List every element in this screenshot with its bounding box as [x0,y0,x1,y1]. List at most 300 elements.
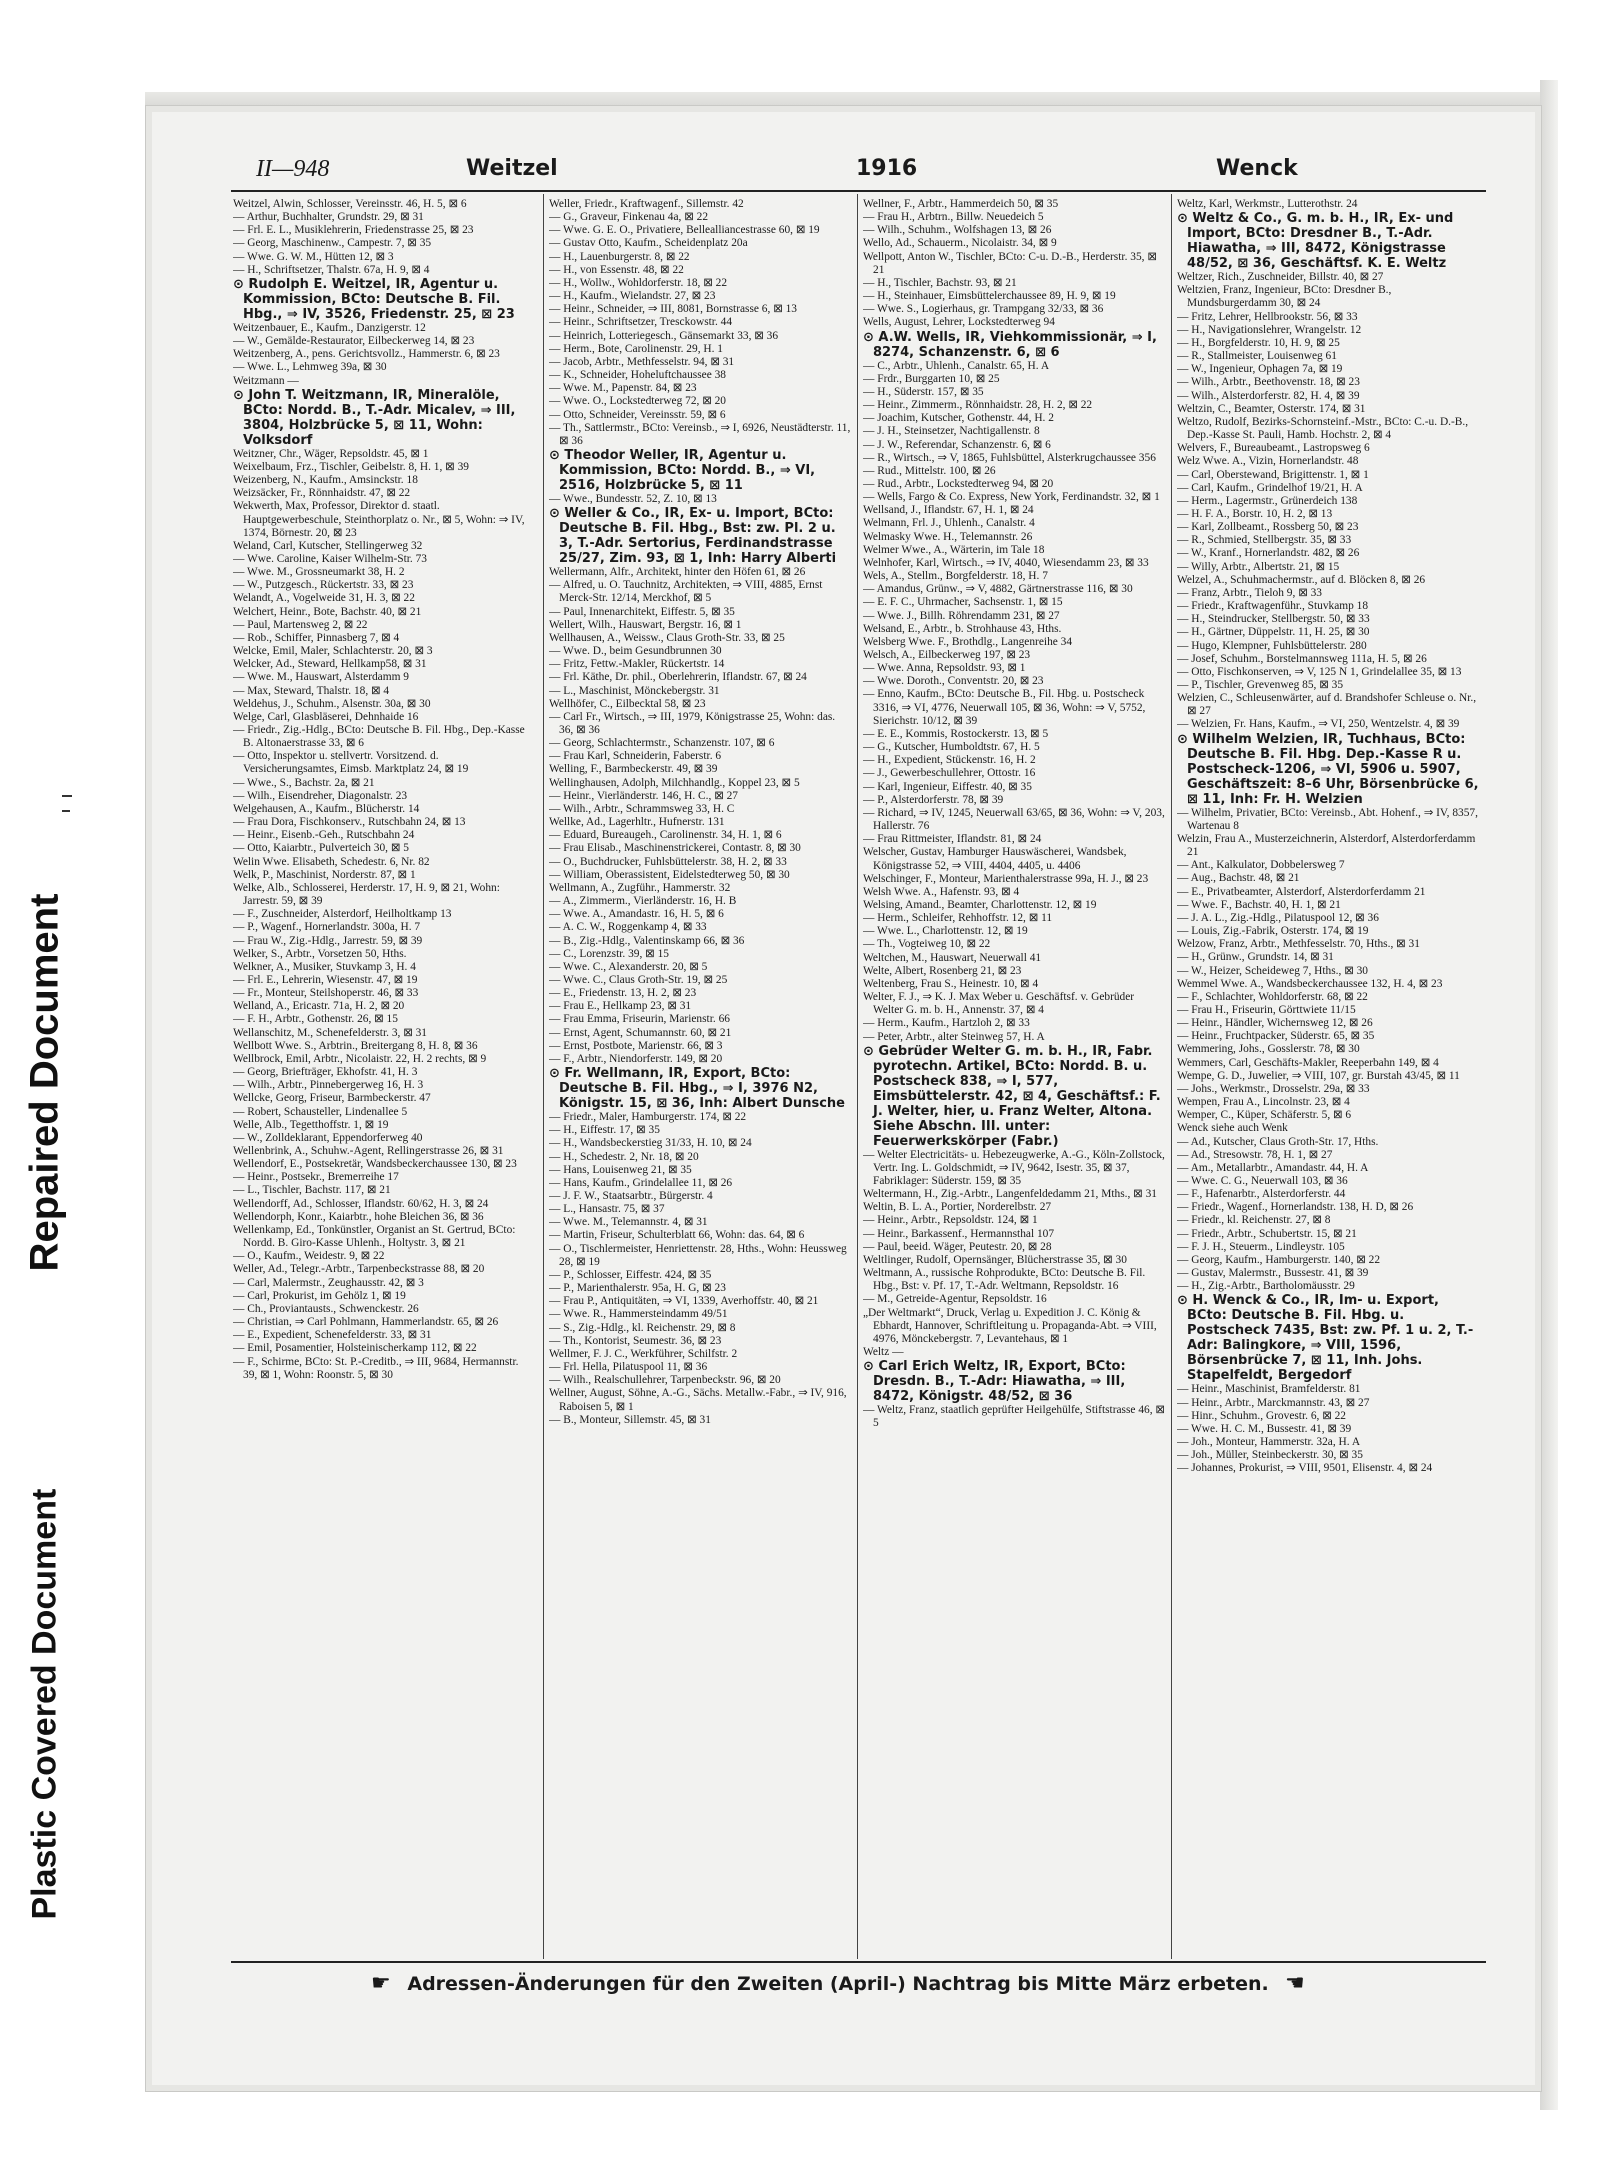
directory-entry: — H., Eiffestr. 17, ⊠ 35 [549,1124,660,1137]
directory-entry: ⊙ Rudolph E. Weitzel, IR, Agentur u. Kommission, BCto: Deutsche B. Fil. Hbg., ⇒ IV, 3526, Friedenstr. 25, ⊠ 23 [233,276,515,322]
directory-entry: — W., Putzgesch., Rückertstr. 33, ⊠ 23 [233,579,414,592]
directory-entry: Weltmann, A., russische Rohprodukte, BCto: Deutsche B. Fil. Hbg., Bst: v. Pf. 17, T.-Adr. Weltmann, Repsoldstr. 16 [863,1267,1146,1293]
directory-entry: Welte, Albert, Rosenberg 21, ⊠ 23 [863,964,1022,977]
directory-entry: — Weltz, Franz, staatlich geprüfter Heilgehülfe, Stiftstrasse 46, ⊠ 5 [863,1404,1165,1430]
directory-entry: — Wilh., Eisendreher, Diagonalstr. 23 [233,789,408,802]
directory-entry: Weltlinger, Rudolf, Opernsänger, Blücherstrasse 35, ⊠ 30 [863,1253,1127,1266]
directory-entry: — A. C. W., Roggenkamp 4, ⊠ 33 [549,921,707,934]
directory-entry: Welin Wwe. Elisabeth, Schedestr. 6, Nr. 82 [233,855,430,868]
directory-entry: Weland, Carl, Kutscher, Stellingerweg 32 [233,539,423,552]
directory-entry: Wellmer, F. J. C., Werkführer, Schilfstr. 2 [549,1347,738,1360]
directory-entry: — H., Borgfelderstr. 10, H. 9, ⊠ 25 [1177,336,1340,349]
directory-entry: Weltenberg, Frau S., Heinestr. 10, ⊠ 4 [863,977,1039,990]
directory-entry: — L., Maschinist, Mönckebergstr. 31 [549,684,720,697]
directory-entry: — Wwe. O., Lockstedterweg 72, ⊠ 20 [549,395,726,408]
directory-entry: — Frl. E. L., Musiklehrerin, Friedenstrasse 25, ⊠ 23 [233,224,474,237]
directory-entry: Welchert, Heinr., Bote, Bachstr. 40, ⊠ 21 [233,605,422,618]
pointing-hand-icon: ☛ [371,1971,391,1996]
directory-entry: Welling, F., Barmbeckerstr. 49, ⊠ 39 [549,763,718,776]
directory-entry: — Wwe. M., Papenstr. 84, ⊠ 23 [549,382,697,395]
directory-entry: Wellmann, A., Zugführ., Hammerstr. 32 [549,881,731,894]
directory-entry: Wellbrock, Emil, Arbtr., Nicolaistr. 22, H. 2 rechts, ⊠ 9 [233,1052,487,1065]
directory-entry: Welzin, Frau A., Musterzeichnerin, Alsterdorf, Alsterdorferdamm 21 [1177,832,1476,859]
directory-entry: — Wwe. C. G., Neuerwall 103, ⊠ 36 [1177,1175,1348,1187]
directory-entry: — B., Zig.-Hdlg., Valentinskamp 66, ⊠ 36 [549,934,745,947]
directory-entry: — Frdr., Burggarten 10, ⊠ 25 [863,372,1000,385]
directory-entry: Weitzmann — [233,374,299,387]
directory-entry: — Wwe. H. C. M., Bussestr. 41, ⊠ 39 [1177,1422,1352,1435]
directory-entry: ⊙ Wilhelm Welzien, IR, Tuchhaus, BCto: Deutsche B. Fil. Hbg. Dep.-Kasse R u. Postscheck-1206, ⇒ VI, 5906 u. 5907, Geschäftszeit: 8–6 Uhr, Börsenbrücke 6, ⊠ 11, Inh: Fr. H. Welzien [1177,731,1479,807]
directory-entry: ⊙ Weltz & Co., G. m. b. H., IR, Ex- und Import, BCto: Dresdner B., T.-Adr. Hiawatha, ⇒ III, 8472, Königstrasse 48/52, ⊠ 36, Geschäftsf. K. E. Weltz [1177,211,1454,272]
directory-entry: — Wwe., Bundesstr. 52, Z. 10, ⊠ 13 [549,492,717,505]
directory-entry: Weltzo, Rudolf, Bezirks-Schornsteinf.-Mstr., BCto: C.-u. D.-B., Dep.-Kasse St. Pauli, Hamb. Hochstr. 2, ⊠ 4 [1177,415,1469,442]
directory-entry: Wellpott, Anton W., Tischler, BCto: C-u. D.-B., Herderstr. 35, ⊠ 21 [863,250,1157,276]
directory-entry: Welker, S., Arbtr., Vorsetzen 50, Hths. [233,947,407,960]
directory-entry: — H., Steinhauer, Eimsbüttelerchaussee 89, H. 9, ⊠ 19 [863,290,1116,303]
directory-entry: — H., Wandsbeckerstieg 31/33, H. 10, ⊠ 24 [549,1137,752,1150]
directory-entry: Weitzner, Chr., Wäger, Repsoldstr. 45, ⊠ 1 [233,447,429,460]
directory-entry: — Paul, beeid. Wäger, Peutestr. 20, ⊠ 28 [863,1240,1052,1253]
directory-entry: — Friedr., kl. Reichenstr. 27, ⊠ 8 [1177,1214,1331,1227]
directory-entry: — Rud., Mittelstr. 100, ⊠ 26 [863,464,996,477]
directory-entry: Welcker, Ad., Steward, Hellkamp58, ⊠ 31 [233,658,427,671]
directory-entry: — Fritz, Fettw.-Makler, Rückertstr. 14 [549,658,725,671]
header-first-entry: Weitzel [466,156,558,181]
column-divider [1171,194,1172,1959]
directory-entry: — Wwe. Doroth., Conventstr. 20, ⊠ 23 [863,675,1044,688]
directory-entry: — H., Kaufm., Wielandstr. 27, ⊠ 23 [549,290,716,303]
directory-entry: — P., Wagenf., Hornerlandstr. 300a, H. 7 [233,921,421,934]
footer-notice: Adressen-Änderungen für den Zweiten (April-) Nachtrag bis Mitte März erbeten. [407,1973,1269,1995]
directory-entry: Wellermann, Alfr., Architekt, hinter den Höfen 61, ⊠ 26 [549,566,806,579]
directory-entry: Weltermann, H., Zig.-Arbtr., Langenfeldedamm 21, Mths., ⊠ 31 [863,1188,1157,1201]
directory-entry: Wellenkamp, Ed., Tonkünstler, Organist an St. Gertrud, BCto: Nordd. B. Giro-Kasse Uhlenh., Holtystr. 3, ⊠ 21 [233,1223,516,1250]
directory-entry: Welvers, F., Bureaubeamt., Lastropsweg 6 [1177,442,1370,455]
directory-entry: — Peter, Arbtr., alter Steinweg 57, H. A [863,1030,1045,1043]
directory-entry: — H., Zig.-Arbtr., Bartholomäusstr. 29 [1177,1280,1355,1293]
directory-entry: — P., Schlosser, Eiffestr. 424, ⊠ 35 [549,1268,712,1281]
directory-entry: — Friedr., Wagenf., Hornerlandstr. 138, H. D, ⊠ 26 [1177,1201,1414,1214]
directory-entry: — C., Lorenzstr. 39, ⊠ 15 [549,947,669,960]
directory-entry: Welnhofer, Karl, Wirtsch., ⇒ IV, 4040, Wiesendamm 23, ⊠ 33 [863,556,1149,569]
directory-entry: „Der Weltmarkt“, Druck, Verlag u. Expedition J. C. König & Ebhardt, Hannover, Schriftleitung u. Propaganda-Abt. ⇒ VIII, 4976, Mönckebergstr. 7, Levantehaus, ⊠ 1 [863,1306,1157,1345]
directory-entry: — J. F. W., Staatsarbtr., Bürgerstr. 4 [549,1190,713,1202]
pointing-hand-icon: ☛ [1285,1971,1306,1996]
directory-entry: — Carl, Oberstewand, Brigittenstr. 1, ⊠ 1 [1177,468,1369,481]
directory-entry: ⊙ H. Wenck & Co., IR, Im- u. Export, BCto: Deutsche B. Fil. Hbg. u. Postscheck 7435, Bst: zw. Pf. 1 u. 2, T.-Adr: Balingkore, ⇒ VIII, 1596, Börsenbrücke 7, ⊠ 11, Inh. Johs. Stapelfeldt, Bergedorf [1177,1293,1474,1384]
directory-entry: — R., Wirtsch., ⇒ V, 1865, Fuhlsbüttel, Alsterkrugchaussee 356 [863,451,1156,464]
directory-entry: — Friedr., Arbtr., Schubertstr. 15, ⊠ 21 [1177,1227,1357,1240]
directory-entry: — Heinr., Arbtr., Marckmannstr. 43, ⊠ 27 [1177,1396,1370,1409]
directory-entry: Weltin, B. L. A., Portier, Norderelbstr. 27 [863,1201,1052,1214]
directory-entry: — J., Gewerbeschullehrer, Ottostr. 16 [863,767,1036,780]
directory-entry: — F. H., Arbtr., Gothenstr. 26, ⊠ 15 [233,1013,398,1026]
directory-entry: — O., Kaufm., Weidestr. 9, ⊠ 22 [233,1250,385,1263]
directory-entry: — Wwe. M., Telemannstr. 4, ⊠ 31 [549,1216,708,1229]
directory-entry: — H., Schriftsetzer, Thalstr. 67a, H. 9, ⊠ 4 [233,263,430,276]
directory-entry: — Heinr., Fruchtpacker, Süderstr. 65, ⊠ 35 [1177,1030,1375,1043]
directory-entry: — Hans, Louisenweg 21, ⊠ 35 [549,1163,692,1176]
directory-entry: — Georg, Schlachtermstr., Schanzenstr. 107, ⊠ 6 [549,737,775,750]
header-year: 1916 [856,156,918,181]
directory-entry: — H., Gärtner, Düppelstr. 11, H. 25, ⊠ 30 [1177,626,1370,639]
directory-entry: — Wwe. A., Amandastr. 16, H. 5, ⊠ 6 [549,908,724,921]
directory-entry: — W., Zolldeklarant, Eppendorferweg 40 [233,1131,423,1144]
directory-entry: — M., Getreide-Agentur, Repsoldstr. 16 [863,1293,1047,1306]
directory-entry: — Hans, Kaufm., Grindelallee 11, ⊠ 26 [549,1176,733,1189]
directory-entry: — Am., Metallarbtr., Amandastr. 44, H. A [1177,1161,1369,1174]
directory-entry: Wemmel Wwe. A., Wandsbeckerchaussee 132, H. 4, ⊠ 23 [1177,977,1443,990]
directory-entry: Weltzin, C., Beamter, Osterstr. 174, ⊠ 31 [1177,402,1366,415]
directory-entry: — H., Wollw., Wohldorferstr. 18, ⊠ 22 [549,276,728,289]
directory-entry: — Frau W., Zig.-Hdlg., Jarrestr. 59, ⊠ 39 [233,934,423,947]
directory-entry: Wellner, F., Arbtr., Hammerdeich 50, ⊠ 35 [863,198,1059,210]
directory-entry: — Herm., Bote, Carolinenstr. 29, H. 1 [549,342,724,355]
directory-entry: — Frau Dora, Fischkonserv., Rutschbahn 24, ⊠ 13 [233,816,466,829]
directory-entry: — Alfred, u. O. Tauchnitz, Architekten, ⇒ VIII, 4885, Ernst Merck-Str. 12/14, Merckhof, ⊠ 5 [549,579,823,605]
directory-entry: — Aug., Bachstr. 48, ⊠ 21 [1177,872,1300,885]
directory-entry: — Wilh., Arbtr., Beethovenstr. 18, ⊠ 23 [1177,376,1360,389]
directory-entry: — W., Heizer, Scheideweg 7, Hths., ⊠ 30 [1177,964,1368,977]
directory-entry: Welland, A., Ericastr. 71a, H. 2, ⊠ 20 [233,1000,405,1013]
directory-entry: Wellert, Wilh., Hauswart, Bergstr. 16, ⊠ 1 [549,618,742,631]
directory-entry: Welsberg Wwe. F., Brothdlg., Langenreihe 34 [863,635,1073,648]
directory-entry: — F., Schlachter, Wohldorferstr. 68, ⊠ 22 [1177,990,1368,1003]
directory-entry: — Eduard, Bureaugeh., Carolinenstr. 34, H. 1, ⊠ 6 [549,829,782,842]
directory-entry: — Max, Steward, Thalstr. 18, ⊠ 4 [233,684,390,697]
directory-entry: — Ad., Kutscher, Claus Groth-Str. 17, Hths. [1177,1135,1379,1148]
directory-entry: — K., Schneider, Hoheluftchaussee 38 [549,369,726,382]
directory-entry: Welz Wwe. A., Vizin, Hornerlandstr. 48 [1177,455,1359,468]
directory-column-4 [1177,198,1479,1958]
directory-entry: — Enno, Kaufm., BCto: Deutsche B., Fil. Hbg. u. Postscheck 3316, ⇒ VI, 4776, Neuerwall 105, ⊠ 36, Wohn: ⇒ V, 5752, Sierichstr. 10/12, ⊠ 39 [863,688,1146,727]
directory-entry: Wemmers, Carl, Geschäfts-Makler, Reeperbahn 149, ⊠ 4 [1177,1056,1439,1069]
directory-entry: — Karl, Ingenieur, Eiffestr. 40, ⊠ 35 [863,780,1032,793]
directory-entry: — B., Monteur, Sillemstr. 45, ⊠ 31 [549,1413,711,1426]
directory-entry: — Wwe. G. W. M., Hütten 12, ⊠ 3 [233,250,394,263]
directory-entry: ⊙ A.W. Wells, IR, Viehkommissionär, ⇒ I, 8274, Schanzenstr. 6, ⊠ 6 [863,329,1157,360]
directory-entry: Wellendorff, Ad., Schlosser, Iflandstr. 60/62, H. 3, ⊠ 24 [233,1197,489,1210]
directory-entry: — Johs., Werkmstr., Drosselstr. 29a, ⊠ 33 [1177,1082,1370,1095]
directory-entry: — R., Schmied, Stellbergstr. 35, ⊠ 33 [1177,534,1352,547]
directory-entry: — Wwe. J., Billh. Röhrendamm 231, ⊠ 27 [863,609,1060,622]
directory-entry: — E., Expedient, Schenefelderstr. 33, ⊠ 31 [233,1329,432,1342]
directory-entry: — Amandus, Grünw., ⇒ V, 4882, Gärtnerstrasse 116, ⊠ 30 [863,583,1133,596]
directory-entry: Wenck siehe auch Wenk [1177,1122,1288,1135]
directory-entry: Weller, Ad., Telegr.-Arbtr., Tarpenbeckstrasse 88, ⊠ 20 [233,1263,485,1276]
directory-entry: — Heinr., Postsekr., Bremerreihe 17 [233,1171,399,1184]
directory-entry: — Willy, Arbtr., Albertstr. 21, ⊠ 15 [1177,560,1340,573]
directory-entry: Welkner, A., Musiker, Stuvkamp 3, H. 4 [233,960,416,973]
directory-entry: — Wwe. C., Claus Groth-Str. 19, ⊠ 25 [549,973,728,986]
directory-entry: — Welter Electricitäts- u. Hebezeugwerke, A.-G., Köln-Zollstock, Vertr. Ing. L. Goldschmidt, ⇒ IV, 9642, Isestr. 35, ⊠ 37, Fabriklager: Süderstr. 159, ⊠ 35 [863,1148,1165,1187]
column-divider [543,194,544,1959]
directory-entry: — P., Alsterdorferstr. 78, ⊠ 39 [863,793,1004,806]
directory-entry: Weller, Friedr., Kraftwagenf., Sillemstr. 42 [549,198,744,210]
directory-entry: — Heinr., Schneider, ⇒ III, 8081, Bornstrasse 6, ⊠ 13 [549,303,797,316]
directory-entry: — Welzien, Fr. Hans, Kaufm., ⇒ VI, 250, Wentzelstr. 4, ⊠ 39 [1177,718,1460,731]
directory-entry: Wels, A., Stellm., Borgfelderstr. 18, H. 7 [863,570,1048,583]
directory-column-3 [863,198,1165,1958]
directory-entry: Wemmering, Johs., Gosslerstr. 78, ⊠ 30 [1177,1043,1360,1056]
directory-entry: — J. A. L., Zig.-Hdlg., Pilatuspool 12, ⊠ 36 [1177,911,1379,924]
directory-entry: — Th., Sattlermstr., BCto: Vereinsb., ⇒ I, 6926, Neustädterstr. 11, ⊠ 36 [549,421,851,447]
directory-entry: — Emil, Posamentier, Holsteinischerkamp 112, ⊠ 22 [233,1342,477,1355]
directory-entry: Welscher, Gustav, Hamburger Hauswäscherei, Wandsbek, Königstrasse 52, ⇒ VIII, 4404, 4405, u. 4406 [863,846,1127,872]
repaired-document-label: Repaired Document [22,893,67,1272]
directory-entry: Welsh Wwe. A., Hafenstr. 93, ⊠ 4 [863,885,1020,898]
directory-entry: — Wwe. Anna, Repsoldstr. 93, ⊠ 1 [863,662,1026,675]
directory-entry: — Frau H., Arbtrn., Billw. Neuedeich 5 [863,211,1044,224]
directory-entry: Welcke, Emil, Maler, Schlachterstr. 20, ⊠ 3 [233,645,433,658]
directory-entry: — W., Ingenieur, Ophagen 7a, ⊠ 19 [1177,363,1343,376]
directory-entry: Wekwerth, Max, Professor, Direktor d. staatl. Hauptgewerbeschule, Steinthorplatz o. Nr., ⊠ 5, Wohn: ⇒ IV, 1374, Börnestr. 20, ⊠ 23 [233,500,525,539]
directory-entry: Weltz — [863,1346,904,1359]
directory-entry: — Wilh., Arbtr., Schrammsweg 33, H. C [549,802,735,815]
plastic-covered-document-label: Plastic Covered Document [25,1488,64,1920]
directory-entry: Wellner, August, Söhne, A.-G., Sächs. Metallw.-Fabr., ⇒ IV, 916, Raboisen 5, ⊠ 1 [549,1387,847,1413]
directory-entry: — Herm., Lagermstr., Grünerdeich 138 [1177,494,1358,507]
directory-entry: — Joh., Müller, Steinbeckerstr. 30, ⊠ 35 [1177,1449,1363,1462]
directory-entry: Welk, P., Maschinist, Norderstr. 87, ⊠ 1 [233,868,416,881]
scanned-page [145,105,1542,2092]
directory-entry: Wellsand, J., Iflandstr. 67, H. 1, ⊠ 24 [863,504,1034,517]
directory-entry: — L., Hansastr. 75, ⊠ 37 [549,1203,665,1216]
directory-entry: Wellendorph, Konr., Kaiarbtr., hohe Bleichen 36, ⊠ 36 [233,1210,484,1223]
directory-entry: — Heinr., Vierländerstr. 146, H. C., ⊠ 27 [549,789,738,802]
directory-entry: — Th., Vogteiweg 10, ⊠ 22 [863,938,991,951]
directory-entry: Weixelbaum, Frz., Tischler, Geibelstr. 8, H. 1, ⊠ 39 [233,460,469,473]
directory-entry: Welle, Alb., Tegetthoffstr. 1, ⊠ 19 [233,1118,389,1131]
directory-entry: — F., Schirme, BCto: St. P.-Creditb., ⇒ III, 9684, Hermannstr. 39, ⊠ 1, Wohn: Roonstr. 5, ⊠ 30 [233,1355,519,1381]
directory-entry: Welke, Alb., Schlosserei, Herderstr. 17, H. 9, ⊠ 21, Wohn: Jarrestr. 59, ⊠ 39 [233,881,500,908]
directory-entry: — W., Kranf., Hornerlandstr. 482, ⊠ 26 [1177,547,1360,560]
directory-entry: — Frau Rittmeister, Iflandstr. 81, ⊠ 24 [863,833,1042,846]
directory-entry: — Frau Karl, Schneiderin, Faberstr. 6 [549,750,722,763]
directory-entry: — Wilh., Schuhm., Wolfshagen 13, ⊠ 26 [863,224,1052,237]
directory-entry: — F., Hafenarbtr., Alsterdorferstr. 44 [1177,1188,1346,1201]
directory-entry: — Wilh., Realschullehrer, Tarpenbeckstr. 96, ⊠ 20 [549,1374,781,1387]
directory-entry: — Wwe. G. E. O., Privatiere, Bellealliancestrasse 60, ⊠ 19 [549,224,820,237]
directory-entry: — Frl. Hella, Pilatuspool 11, ⊠ 36 [549,1361,708,1374]
directory-entry: — Th., Kontorist, Seumestr. 36, ⊠ 23 [549,1334,722,1347]
directory-entry: Wellhausen, A., Weissw., Claus Groth-Str. 33, ⊠ 25 [549,631,785,644]
directory-entry: — Otto, Fischkonserven, ⇒ V, 125 N 1, Grindelallee 35, ⊠ 13 [1177,665,1462,678]
directory-entry: — Georg, Briefträger, Ekhofstr. 41, H. 3 [233,1066,418,1079]
directory-entry: Welzien, C., Schleusenwärter, auf d. Brandshofer Schleuse o. Nr., ⊠ 27 [1177,692,1477,718]
directory-entry: — William, Oberassistent, Eidelstedterweg 50, ⊠ 30 [549,868,790,881]
directory-entry: — Otto, Schneider, Vereinsstr. 59, ⊠ 6 [549,408,726,421]
directory-entry: — Georg, Kaufm., Hamburgerstr. 140, ⊠ 22 [1177,1253,1381,1266]
directory-entry: — Herm., Schleifer, Rehhoffstr. 12, ⊠ 11 [863,912,1053,925]
directory-entry: — Frau P., Antiquitäten, ⇒ VI, 1339, Averhoffstr. 40, ⊠ 21 [549,1295,819,1308]
directory-entry: Wellanschitz, M., Schenefelderstr. 3, ⊠ 31 [233,1026,427,1039]
directory-entry: — J. H., Steinsetzer, Nachtigallenstr. 8 [863,425,1040,438]
header-last-entry: Wenck [1216,156,1298,181]
directory-page [231,156,1501,2036]
directory-entry: — R., Stallmeister, Louisenweg 61 [1177,350,1337,363]
directory-entry: — Wwe. R., Hammersteindamm 49/51 [549,1308,728,1321]
directory-entry: Wello, Ad., Schauerm., Nicolaistr. 34, ⊠ 9 [863,237,1057,250]
directory-entry: — Wells, Fargo & Co. Express, New York, Ferdinandstr. 32, ⊠ 1 [863,491,1160,504]
directory-entry: — Karl, Zollbeamt., Rossberg 50, ⊠ 23 [1177,521,1359,534]
directory-entry: — E., Privatbeamter, Alsterdorf, Alsterdorferdamm 21 [1177,885,1426,898]
directory-entry: — Wwe. F., Bachstr. 40, H. 1, ⊠ 21 [1177,898,1341,911]
directory-entry: Weizenberg, N., Kaufm., Amsinckstr. 18 [233,474,418,487]
directory-entry: — Heinr., Zimmerm., Rönnhaidstr. 28, H. 2, ⊠ 22 [863,399,1093,412]
directory-entry: — H. F. A., Borstr. 10, H. 2, ⊠ 13 [1177,507,1333,520]
directory-entry: — Christian, ⇒ Carl Pohlmann, Hammerlandstr. 65, ⊠ 26 [233,1316,499,1329]
directory-entry: — H., Lauenburgerstr. 8, ⊠ 22 [549,250,690,263]
directory-entry: ⊙ Carl Erich Weltz, IR, Export, BCto: Dresdn. B., T.-Adr: Hiawatha, ⇒ III, 8472, Königstr. 48/52, ⊠ 36 [863,1359,1126,1405]
directory-entry: Wellcke, Georg, Friseur, Barmbeckerstr. 47 [233,1092,431,1105]
directory-entry: — Gustav, Malermstr., Bussestr. 41, ⊠ 39 [1177,1267,1369,1280]
directory-entry: ⊙ John T. Weitzmann, IR, Mineralöle, BCto: Nordd. B., T.-Adr. Micalev, ⇒ III, 3804, Holzbrücke 5, ⊠ 11, Wohn: Volksdorf [233,387,516,448]
directory-entry: — Paul, Martensweg 2, ⊠ 22 [233,618,368,631]
directory-entry: — Heinr., Barkassenf., Hermannsthal 107 [863,1227,1055,1240]
directory-entry: Wellenbrink, A., Schuhw.-Agent, Rellingerstrasse 26, ⊠ 31 [233,1145,504,1157]
directory-entry: Welandt, A., Vogelweide 31, H. 3, ⊠ 22 [233,592,415,605]
directory-entry: — H., Süderstr. 157, ⊠ 35 [863,385,984,398]
directory-entry: — P., Marienthalerstr. 95a, H. G, ⊠ 23 [549,1282,726,1295]
directory-entry: Wellinghausen, Adolph, Milchhandlg., Koppel 23, ⊠ 5 [549,776,800,789]
directory-entry: — Wwe. L., Charlottenstr. 12, ⊠ 19 [863,925,1028,938]
directory-entry: Weizsäcker, Fr., Rönnhaidstr. 47, ⊠ 22 [233,487,411,500]
directory-entry: — Fr., Monteur, Steilshoperstr. 46, ⊠ 33 [233,987,419,1000]
page-footer [361,1971,1361,1996]
directory-entry: — Joh., Monteur, Hammerstr. 32a, H. A [1177,1436,1361,1449]
directory-entry: Welsch, A., Eilbeckerweg 197, ⊠ 23 [863,649,1031,661]
directory-entry: — Richard, ⇒ IV, 1245, Neuerwall 63/65, ⊠ 36, Wohn: ⇒ V, 203, Hallerstr. 76 [863,806,1165,833]
directory-entry: — E. F. C., Uhrmacher, Sachsenstr. 1, ⊠ 15 [863,596,1063,609]
directory-entry: — Frau H., Friseurin, Görttwiete 11/15 [1177,1003,1356,1016]
directory-entry: Weltz, Karl, Werkmstr., Lutterothstr. 24 [1177,198,1358,210]
directory-entry: — H., Tischler, Bachstr. 93, ⊠ 21 [863,276,1017,289]
directory-entry: Wemper, C., Küper, Schäferstr. 5, ⊠ 6 [1177,1109,1352,1122]
directory-entry: — Frau Emma, Friseurin, Marienstr. 66 [549,1013,730,1026]
directory-entry: — P., Tischler, Grevenweg 85, ⊠ 35 [1177,679,1344,691]
directory-entry: — H., Grünw., Grundstr. 14, ⊠ 31 [1177,951,1334,964]
directory-entry: — Hugo, Klempner, Fuhlsbüttelerstr. 280 [1177,639,1367,652]
margin-mark [62,795,72,797]
directory-entry: — Wwe., S., Bachstr. 2a, ⊠ 21 [233,776,375,789]
directory-entry: Wellendorf, E., Postsekretär, Wandsbeckerchaussee 130, ⊠ 23 [233,1158,517,1171]
directory-entry: Wellbott Wwe. S., Arbtrin., Breitergang 8, H. 8, ⊠ 36 [233,1039,478,1052]
directory-entry: — O., Tischlermeister, Henriettenstr. 28, Hths., Wohn: Heussweg 28, ⊠ 19 [549,1242,847,1268]
directory-entry: Wells, August, Lehrer, Lockstedterweg 94 [863,316,1055,329]
directory-entry: — Otto, Kaiarbtr., Pulverteich 30, ⊠ 5 [233,842,409,855]
directory-entry: — F., Arbtr., Niendorferstr. 149, ⊠ 20 [549,1052,723,1065]
scan-edge-right [1540,80,1558,2110]
directory-entry: Wellke, Ad., Lagerhltr., Hufnerstr. 131 [549,816,725,829]
directory-entry: — Georg, Maschinenw., Campestr. 7, ⊠ 35 [233,237,432,250]
directory-entry: — Robert, Schausteller, Lindenallee 5 [233,1105,408,1118]
directory-column-1 [233,198,535,1958]
header-rule [231,190,1486,192]
directory-entry: — H., Steindrucker, Stellbergstr. 50, ⊠ 33 [1177,613,1370,626]
directory-entry: — Josef, Schuhm., Borstelmannsweg 111a, H. 5, ⊠ 26 [1177,652,1427,665]
directory-entry: — Ad., Stresowstr. 78, H. 1, ⊠ 27 [1177,1148,1333,1161]
directory-entry: — Heinrich, Lotteriegesch., Gänsemarkt 33, ⊠ 36 [549,329,779,342]
column-divider [857,194,858,1959]
directory-entry: — G., Kutscher, Humboldtstr. 67, H. 5 [863,741,1040,754]
directory-entry: ⊙ Weller & Co., IR, Ex- u. Import, BCto: Deutsche B. Fil. Hbg., Bst: zw. Pl. 2 u. 3, T.-Adr. Sertorius, Ferdinandstrasse 25/27, Zim. 93, ⊠ 1, Inh: Harry Alberti [549,506,837,567]
directory-entry: — Heinr., Eisenb.-Geh., Rutschbahn 24 [233,829,415,842]
directory-entry: — Fritz, Lehrer, Hellbrookstr. 56, ⊠ 33 [1177,310,1358,323]
directory-entry: — Joachim, Kutscher, Gothenstr. 44, H. 2 [863,412,1054,425]
directory-entry: Weitzenbauer, E., Kaufm., Danzigerstr. 12 [233,321,426,334]
directory-entry: Weldehus, J., Schuhm., Alsenstr. 30a, ⊠ 30 [233,697,431,710]
directory-entry: Weltzer, Rich., Zuschneider, Billstr. 40, ⊠ 27 [1177,271,1384,284]
directory-entry: Welzow, Franz, Arbtr., Methfesselstr. 70, Hths., ⊠ 31 [1177,938,1420,951]
directory-entry: — Carl, Malermstr., Zeughausstr. 42, ⊠ 3 [233,1276,424,1289]
directory-entry: — Friedr., Zig.-Hdlg., BCto: Deutsche B. Fil. Hbg., Dep.-Kasse B. Altonaerstrasse 33, ⊠ 6 [233,724,525,750]
directory-entry: — Ernst, Agent, Schumannstr. 60, ⊠ 21 [549,1026,732,1039]
directory-entry: Welmann, Frl. J., Uhlenh., Canalstr. 4 [863,517,1035,530]
directory-entry: — Frl. E., Lehrerin, Wiesenstr. 47, ⊠ 19 [233,973,418,986]
directory-entry: — Wwe. S., Logierhaus, gr. Trampgang 32/33, ⊠ 36 [863,303,1104,316]
directory-entry: — Heinr., Schriftsetzer, Tresckowstr. 44 [549,316,733,329]
directory-entry: — G., Graveur, Finkenau 4a, ⊠ 22 [549,211,709,224]
directory-entry: Welter, F. J., ⇒ K. J. Max Weber u. Geschäftsf. v. Gebrüder Welter G. m. b. H., Annenstr. 37, ⊠ 4 [863,991,1135,1017]
directory-entry: — L., Tischler, Bachstr. 117, ⊠ 21 [233,1184,391,1197]
directory-entry: — Frau Elisab., Maschinenstrickerei, Contastr. 8, ⊠ 30 [549,842,801,855]
directory-entry: Welmer Wwe., A., Wärterin, im Tale 18 [863,543,1045,556]
directory-entry: — Frl. Käthe, Dr. phil., Oberlehrerin, Iflandstr. 67, ⊠ 24 [549,671,807,684]
directory-entry: ⊙ Fr. Wellmann, IR, Export, BCto: Deutsche B. Fil. Hbg., ⇒ I, 3976 N2, Königstr. 15, ⊠ 36, Inh: Albert Dunsche [549,1066,845,1112]
directory-entry: Wempen, Frau A., Lincolnstr. 23, ⊠ 4 [1177,1096,1350,1109]
page-number: II—948 [256,156,330,182]
directory-entry: — Otto, Inspektor u. stellvertr. Vorsitzend. d. Versicherungsamtes, Eimsb. Marktplatz 24, ⊠ 19 [233,750,469,776]
directory-entry: — Wwe. M., Hauswart, Alsterdamm 9 [233,671,409,684]
directory-entry: — S., Zig.-Hdlg., kl. Reichenstr. 29, ⊠ 8 [549,1321,736,1334]
directory-entry: — H., Expedient, Stückenstr. 16, H. 2 [863,754,1036,767]
directory-entry: — J. W., Referendar, Schanzenstr. 6, ⊠ 6 [863,438,1051,451]
directory-entry: — Rud., Arbtr., Lockstedterweg 94, ⊠ 20 [863,477,1054,490]
directory-entry: — Ch., Proviantausts., Schwenckestr. 26 [233,1302,419,1315]
directory-entry: — C., Arbtr., Uhlenh., Canalstr. 65, H. A [863,359,1050,372]
footer-rule [231,1961,1486,1963]
directory-entry: — Frau E., Hellkamp 23, ⊠ 31 [549,1000,692,1013]
directory-entry: Welschinger, F., Monteur, Marienthalerstrasse 99a, H. J., ⊠ 23 [863,872,1149,885]
directory-entry: — Wwe. Caroline, Kaiser Wilhelm-Str. 73 [233,552,427,565]
directory-entry: Weitzenberg, A., pens. Gerichtsvollz., Hammerstr. 6, ⊠ 23 [233,348,500,361]
directory-entry: — H., Navigationslehrer, Wrangelstr. 12 [1177,323,1362,336]
directory-entry: — Wilhelm, Privatier, BCto: Vereinsb., Abt. Hohenf., ⇒ IV, 8357, Wartenau 8 [1177,806,1478,832]
directory-entry: — Louis, Zig.-Fabrik, Osterstr. 174, ⊠ 19 [1177,925,1369,938]
directory-entry: — Carl, Kaufm., Grindelhof 19/21, H. A [1177,481,1363,494]
directory-entry: — F. J. H., Steuerm., Lindleystr. 105 [1177,1240,1345,1253]
directory-entry: — Friedr., Kraftwagenführ., Stuvkamp 18 [1177,600,1369,613]
scan-edge-top [145,92,1540,106]
directory-entry: — Carl Fr., Wirtsch., ⇒ III, 1979, Königstrasse 25, Wohn: das. 36, ⊠ 36 [549,710,836,736]
directory-entry: — H., von Essenstr. 48, ⊠ 22 [549,263,684,276]
directory-entry: — Herm., Kaufm., Hartzloh 2, ⊠ 33 [863,1017,1030,1030]
directory-entry: — E. E., Kommis, Rostockerstr. 13, ⊠ 5 [863,727,1049,740]
directory-entry: — Rob., Schiffer, Pinnasberg 7, ⊠ 4 [233,631,400,644]
directory-entry: — Carl, Prokurist, im Gehölz 1, ⊠ 19 [233,1289,406,1302]
directory-entry: ⊙ Gebrüder Welter G. m. b. H., IR, Fabr. pyrotechn. Artikel, BCto: Nordd. B. u. Postscheck 838, ⇒ I, 577, Eimsbüttelerstr. 42, ⊠ 4, Geschäftsf.: F. J. Welter, hier, u. Franz Welter, Altona. Siehe Abschn. III. unter: Feuerwerkskörper (Fabr.) [863,1043,1161,1149]
directory-entry: — Wwe. L., Lehmweg 39a, ⊠ 30 [233,361,387,374]
directory-entry: — Arthur, Buchhalter, Grundstr. 29, ⊠ 31 [233,211,424,224]
directory-entry: — Franz, Arbtr., Tieloh 9, ⊠ 33 [1177,586,1322,599]
directory-entry: Welgehausen, A., Kaufm., Blücherstr. 14 [233,802,420,815]
directory-entry: — H., Schedestr. 2, Nr. 18, ⊠ 20 [549,1150,699,1163]
directory-entry: Welge, Carl, Glasbläserei, Dehnhaide 16 [233,710,419,723]
directory-entry: Welmasky Wwe. H., Telemannstr. 26 [863,530,1033,543]
directory-entry: Weltchen, M., Hauswart, Neuerwall 41 [863,951,1042,964]
directory-entry: Wellhöfer, C., Eilbecktal 58, ⊠ 23 [549,697,706,710]
